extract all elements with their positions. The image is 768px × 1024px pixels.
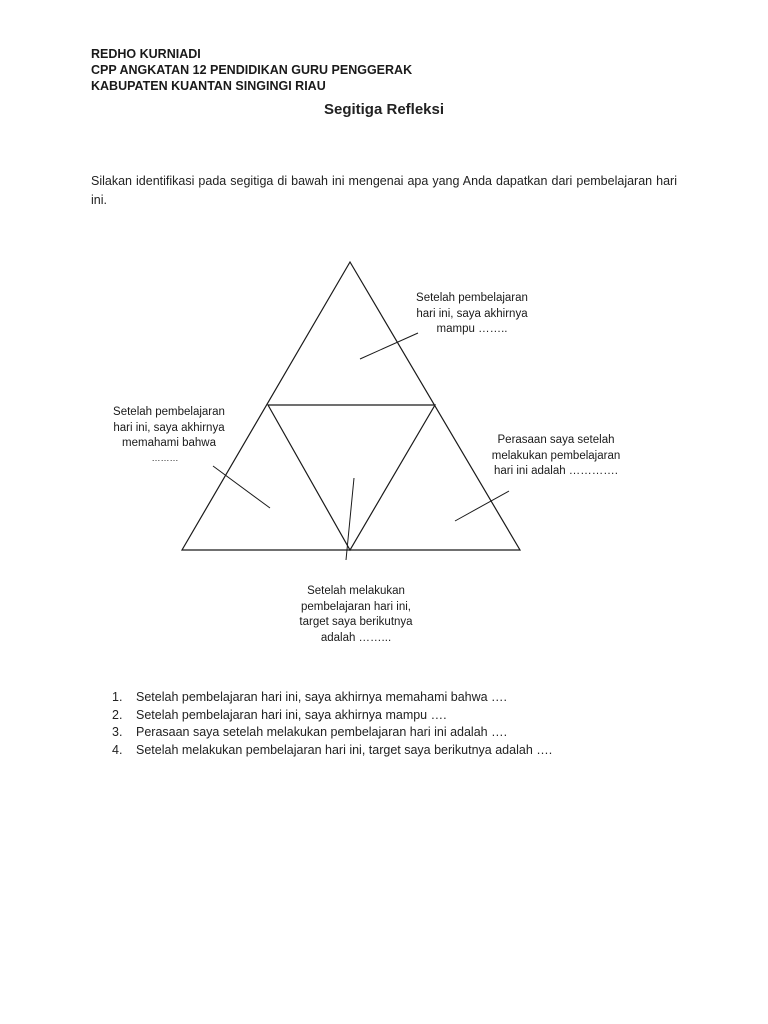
label-bottom (273, 584, 439, 646)
label-left-line: Setelah pembelajaran (113, 406, 225, 418)
label-top-line: hari ini, saya akhirnya (416, 307, 528, 320)
region-name: KABUPATEN KUANTAN SINGINGI RIAU (91, 79, 326, 93)
pointer-bottom (346, 478, 354, 560)
label-left-line: ……… (151, 452, 179, 463)
list-item-text: Setelah melakukan pembelajaran hari ini, target saya berikutnya adalah …. (136, 742, 553, 757)
pointer-left (213, 466, 270, 508)
intro-paragraph: Silakan identifikasi pada segitiga di bawah ini mengenai apa yang Anda dapatkan dari pembelajaran hari ini. (91, 174, 677, 207)
label-bottom-line: pembelajaran hari ini, (301, 600, 411, 613)
label-top (392, 291, 552, 338)
label-bottom-line: adalah ……... (320, 631, 392, 644)
label-left-line: hari ini, saya akhirnya (113, 421, 225, 434)
program-name: CPP ANGKATAN 12 PENDIDIKAN GURU PENGGERAK (91, 63, 413, 77)
label-right-line: hari ini adalah …………. (494, 465, 618, 477)
pointer-right (455, 491, 509, 521)
list-item-number: 4. (112, 742, 123, 757)
list-item (112, 707, 552, 725)
list-item-number: 1. (112, 690, 123, 704)
label-top-line: mampu …….. (436, 323, 508, 335)
list-item-number: 3. (112, 725, 123, 739)
label-right-line: Perasaan saya setelah (497, 434, 615, 446)
label-top-line: Setelah pembelajaran (416, 292, 528, 304)
label-left (89, 405, 249, 464)
list-item-number: 2. (112, 707, 123, 722)
list-item (112, 742, 552, 760)
list-item (112, 689, 552, 707)
list-item-text: Perasaan saya setelah melakukan pembelajaran hari ini adalah …. (136, 725, 508, 739)
label-bottom-line: Setelah melakukan (307, 585, 405, 597)
label-left-line: memahami bahwa (122, 437, 216, 449)
page-title: Segitiga Refleksi (323, 101, 445, 118)
document-header (91, 46, 412, 94)
reflection-questions-list (112, 689, 552, 759)
label-right (473, 433, 639, 480)
inner-triangle (268, 405, 435, 550)
author-name: REDHO KURNIADI (91, 47, 201, 61)
label-right-line: melakukan pembelajaran (491, 449, 621, 462)
list-item-text: Setelah pembelajaran hari ini, saya akhirnya mampu …. (136, 707, 447, 722)
list-item-text: Setelah pembelajaran hari ini, saya akhirnya memahami bahwa …. (136, 690, 508, 704)
list-item (112, 724, 552, 742)
label-bottom-line: target saya berikutnya (299, 616, 413, 628)
